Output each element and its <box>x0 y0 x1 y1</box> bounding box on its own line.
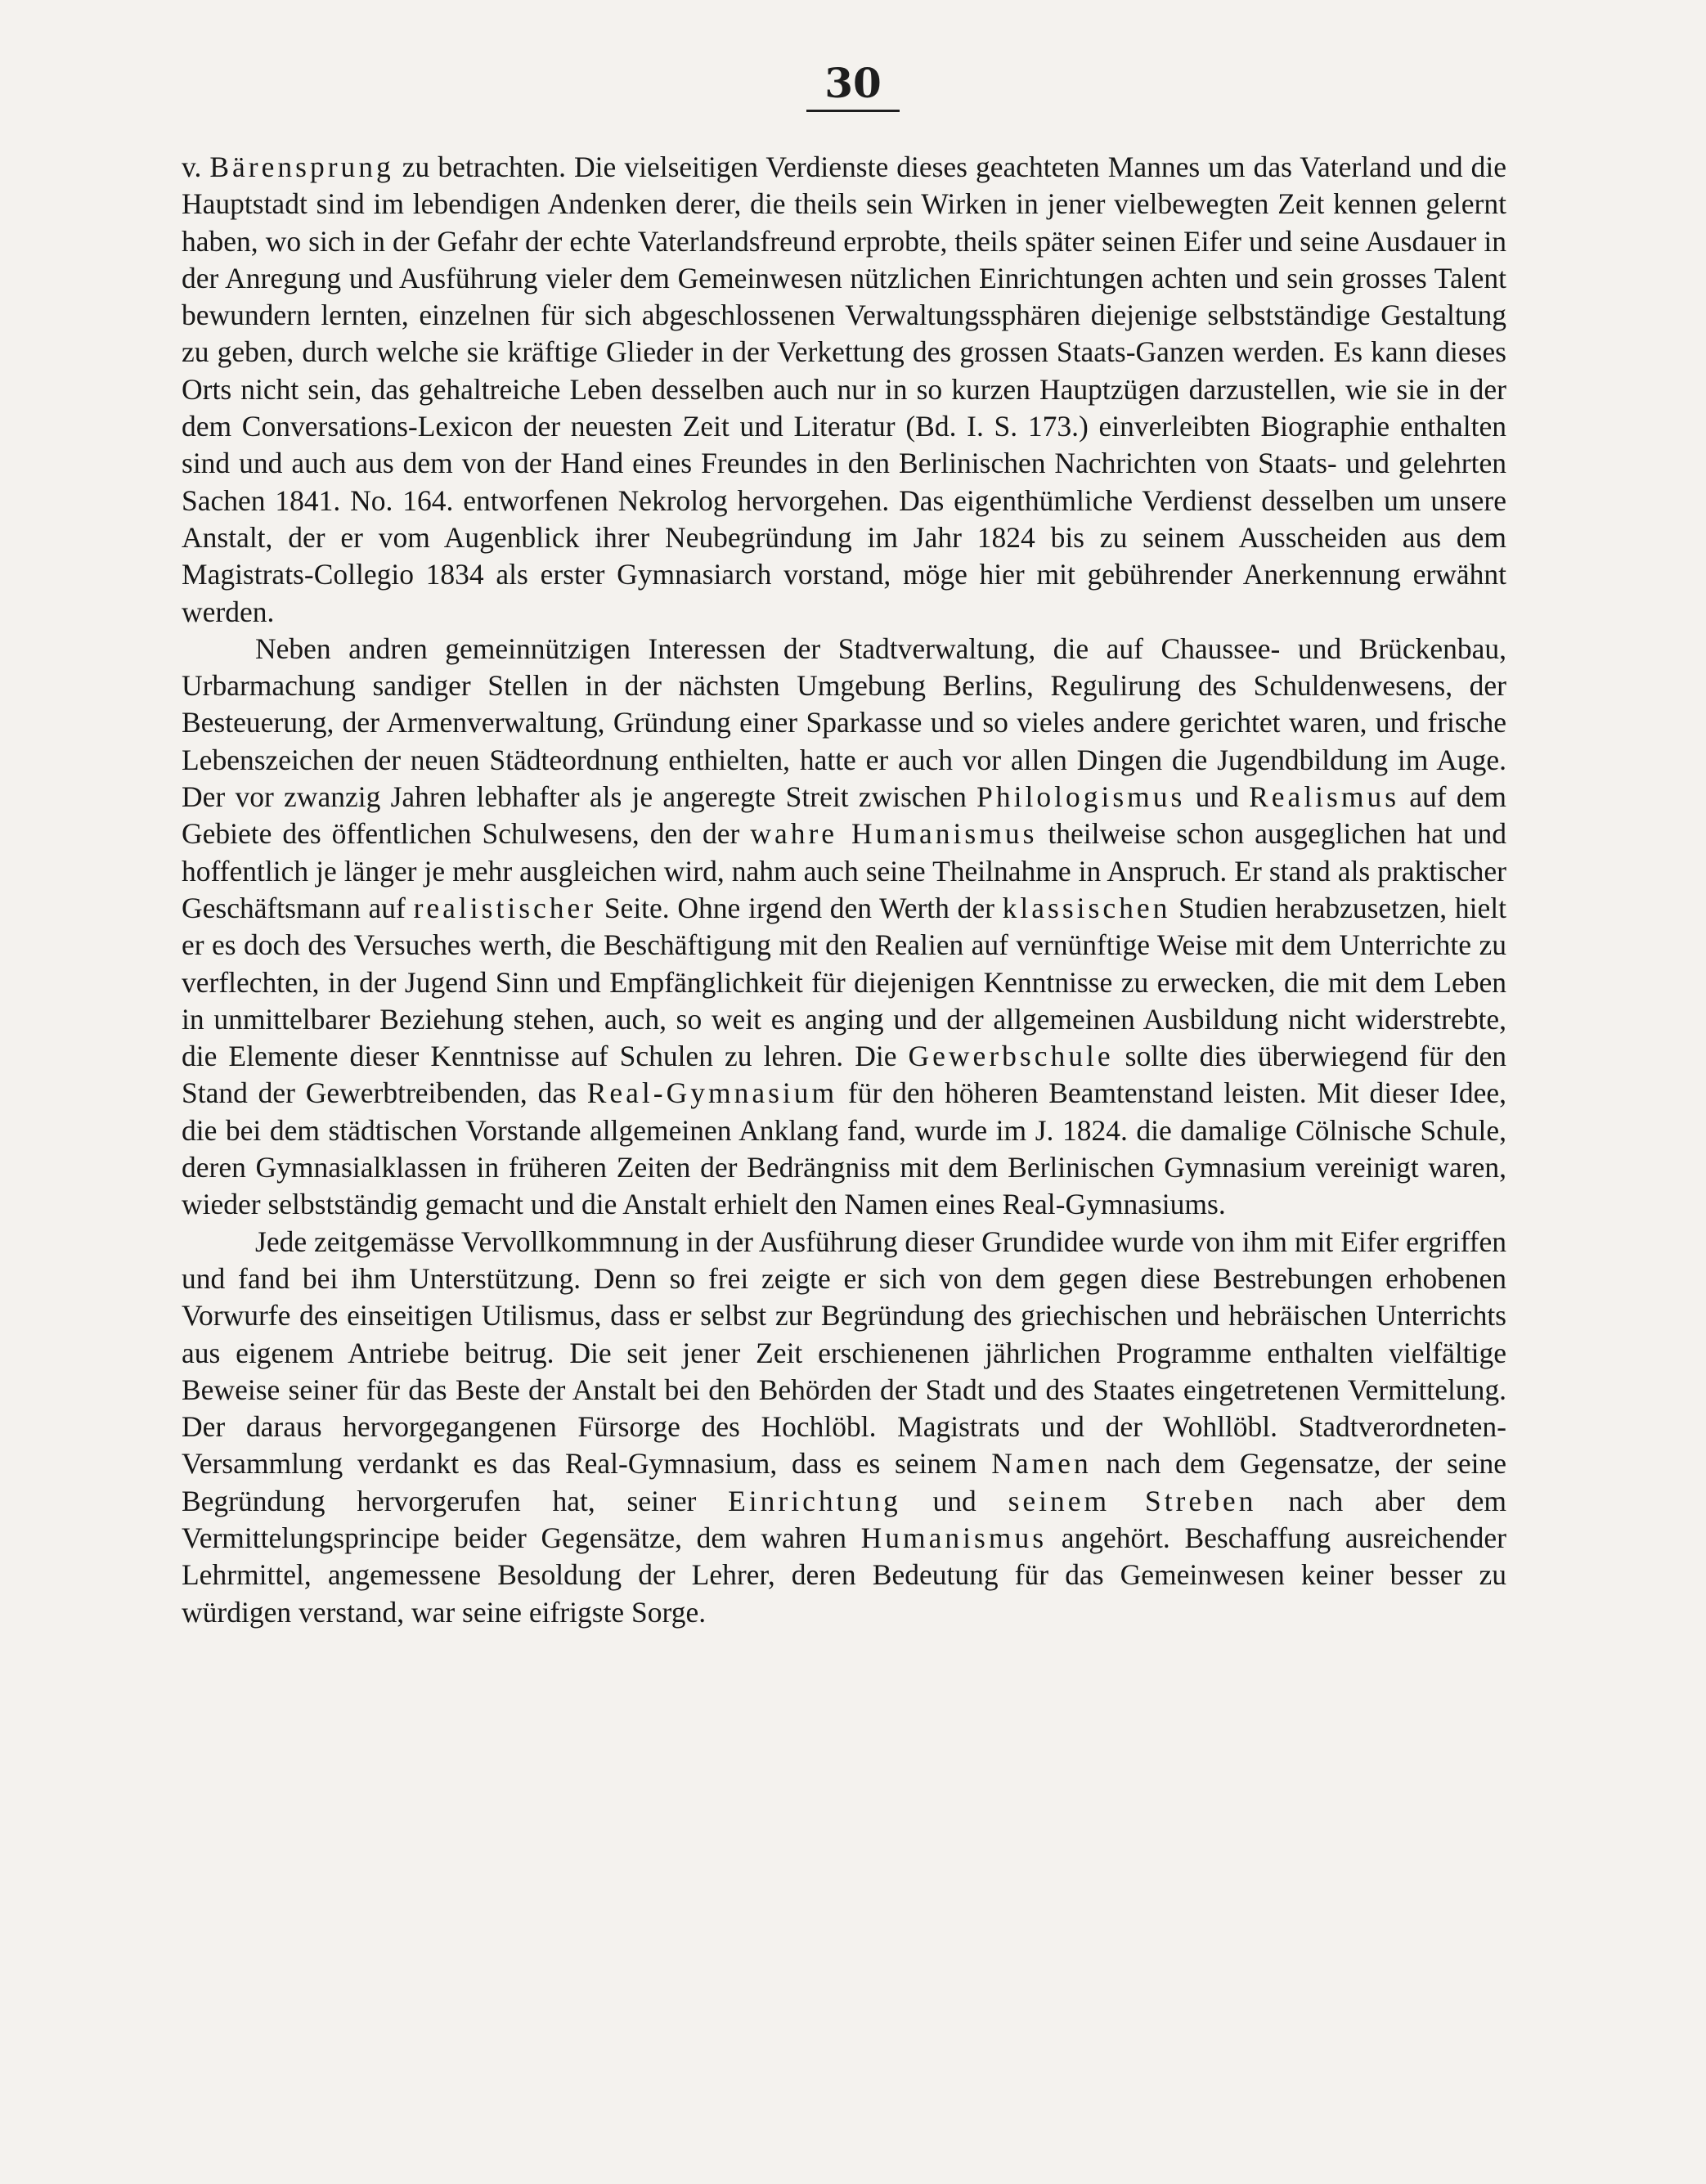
paragraph <box>182 149 1506 631</box>
emphasized-text: Einrichtung <box>728 1484 901 1517</box>
emphasized-text: seinem Streben <box>1008 1484 1257 1517</box>
body-text <box>182 149 1506 1631</box>
text-run: auf dem Gebiete des öffentlichen Schulwesens, den der <box>182 780 1507 851</box>
paragraph <box>182 1224 1506 1631</box>
emphasized-text: Philologismus <box>976 780 1186 814</box>
text-run: Jede zeitgemässe Vervollkommnung in der Ausführung dieser Grundidee wurde von ihm mit Eifer ergriffen und fand bei ihm Unterstützung. Denn so frei zeigte er sich von dem gegen diese Bestrebungen erhobenen Vorwurfe des einseitigen Utilismus, dass er selbst zur Begründung des griechischen und hebräischen Unterrichts aus eigenem Antriebe beitrug. Die seit jener Zeit erschienenen jährlichen Programme enthalten vielfältige Beweise seiner für das Beste der Anstalt bei den Behörden der Stadt und des Staates eingetretenen Vermittelung. Der daraus hervorgegangenen Fürsorge des Hochlöbl. Magistrats und der Wohllöbl. Stadtverordneten-Versammlung verdankt es das Real-Gymnasium, dass es seinem <box>182 1225 1506 1481</box>
text-run: sollte dies überwiegend für den Stand der Gewerbtreibenden, das <box>182 1040 1506 1110</box>
text-run: für den höheren Beamtenstand leisten. Mit dieser Idee, die bei dem städtischen Vorstande allgemeinen Anklang fand, wurde im J. 1824. die damalige Cölnische Schule, deren Gymnasialklassen in früheren Zeiten der Bedrängniss mit dem Berlinischen Gymnasium vereinigt waren, wieder selbstständig gemacht und die Anstalt erhielt den Namen eines Real-Gymnasiums. <box>182 1076 1506 1221</box>
emphasized-text: realistischer <box>413 891 597 924</box>
paragraph <box>182 631 1506 1224</box>
emphasized-text: Gewerbschule <box>908 1040 1114 1073</box>
text-run: nach aber dem Vermittelungsprincipe beider Gegensätze, dem wahren <box>182 1484 1507 1554</box>
text-run: Studien herabzusetzen, hielt er es doch des Versuches werth, die Beschäftigung mit den Realien auf vernünftige Weise mit dem Unterrichte zu verflechten, in der Jugend Sinn und Empfänglichkeit für diejenigen Kenntnisse zu erwecken, die mit dem Leben in unmittelbarer Beziehung stehen, auch, so weit es anging und der allgemeinen Ausbildung nicht widerstrebte, die Elemente dieser Kenntnisse auf Schulen zu lehren. Die <box>182 891 1506 1073</box>
page-number <box>0 59 1706 112</box>
emphasized-text: wahre Humanismus <box>750 817 1038 851</box>
text-run: Seite. Ohne irgend den Werth der <box>596 891 1003 924</box>
emphasized-text: Namen <box>991 1447 1092 1481</box>
text-run: und <box>900 1484 1008 1517</box>
emphasized-text: klassischen <box>1002 891 1171 924</box>
emphasized-text: Humanismus <box>860 1521 1048 1554</box>
emphasized-text: Realismus <box>1249 780 1400 814</box>
text-run: Neben andren gemeinnützigen Interessen der Stadtverwaltung, die auf Chaussee- und Brückenbau, Urbarmachung sandiger Stellen in der nächsten Umgebung Berlins, Regulirung des Schuldenwesens, der Besteuerung, der Armenverwaltung, Gründung einer Sparkasse und so vieles andere gerichtet waren, und frische Lebenszeichen der neuen Städteordnung enthielten, hatte er auch vor allen Dingen die Jugendbildung im Auge. Der vor zwanzig Jahren lebhafter als je angeregte Streit zwischen <box>182 631 1506 814</box>
text-run: nach dem Gegensatze, der seine Begründung hervorgerufen hat, seiner <box>182 1447 1506 1517</box>
text-run: theilweise schon ausgeglichen hat und hoffentlich je länger je mehr ausgleichen wird, nahm auch seine Theilnahme in Anspruch. Er stand als praktischer Geschäftsmann auf <box>182 817 1507 924</box>
text-run: zu betrachten. Die vielseitigen Verdienste dieses geachteten Mannes um das Vaterland und die Hauptstadt sind im lebendigen Andenken derer, die theils sein Wirken in jener vielbewegten Zeit kennen gelernt haben, wo sich in der Gefahr der echte Vaterlandsfreund erprobte, theils später seinen Eifer und seine Ausdauer in der Anregung und Ausführung vieler dem Gemeinwesen nützlichen Einrichtungen achten und sein grosses Talent bewundern lernten, einzelnen für sich abgeschlossenen Verwaltungssphären diejenige selbstständige Gestaltung zu geben, durch welche sie kräftige Glieder in der Verkettung des grossen Staats-Ganzen werden. Es kann dieses Orts nicht sein, das gehaltreiche Leben desselben auch nur in so kurzen Hauptzügen darzustellen, wie sie in der dem Conversations-Lexicon der neuesten Zeit und Literatur (Bd. I. S. 173.) einverleibten Biographie enthalten sind und auch aus dem von der Hand eines Freundes in den Berlinischen Nachrichten von Staats- und gelehrten Sachen 1841. No. 164. entworfenen Nekrolog hervorgehen. Das eigenthümliche Verdienst desselben um unsere Anstalt, der er vom Augenblick ihrer Neubegründung im Jahr 1824 bis zu seinem Ausscheiden aus dem Magistrats-Collegio 1834 als erster Gymnasiarch vorstand, möge hier mit gebührender Anerkennung erwähnt werden. <box>182 151 1506 628</box>
text-run: angehört. Beschaffung ausreichender Lehrmittel, angemessene Besoldung der Lehrer, deren Bedeutung für das Gemeinwesen keiner besser zu würdigen verstand, war seine eifrigste Sorge. <box>182 1521 1506 1629</box>
text-run: v. <box>182 151 210 183</box>
emphasized-text: Real-Gymnasium <box>586 1076 838 1110</box>
emphasized-text: Bärensprung <box>209 151 394 183</box>
text-run: und <box>1185 780 1250 814</box>
page-number-text: 30 <box>806 59 900 112</box>
